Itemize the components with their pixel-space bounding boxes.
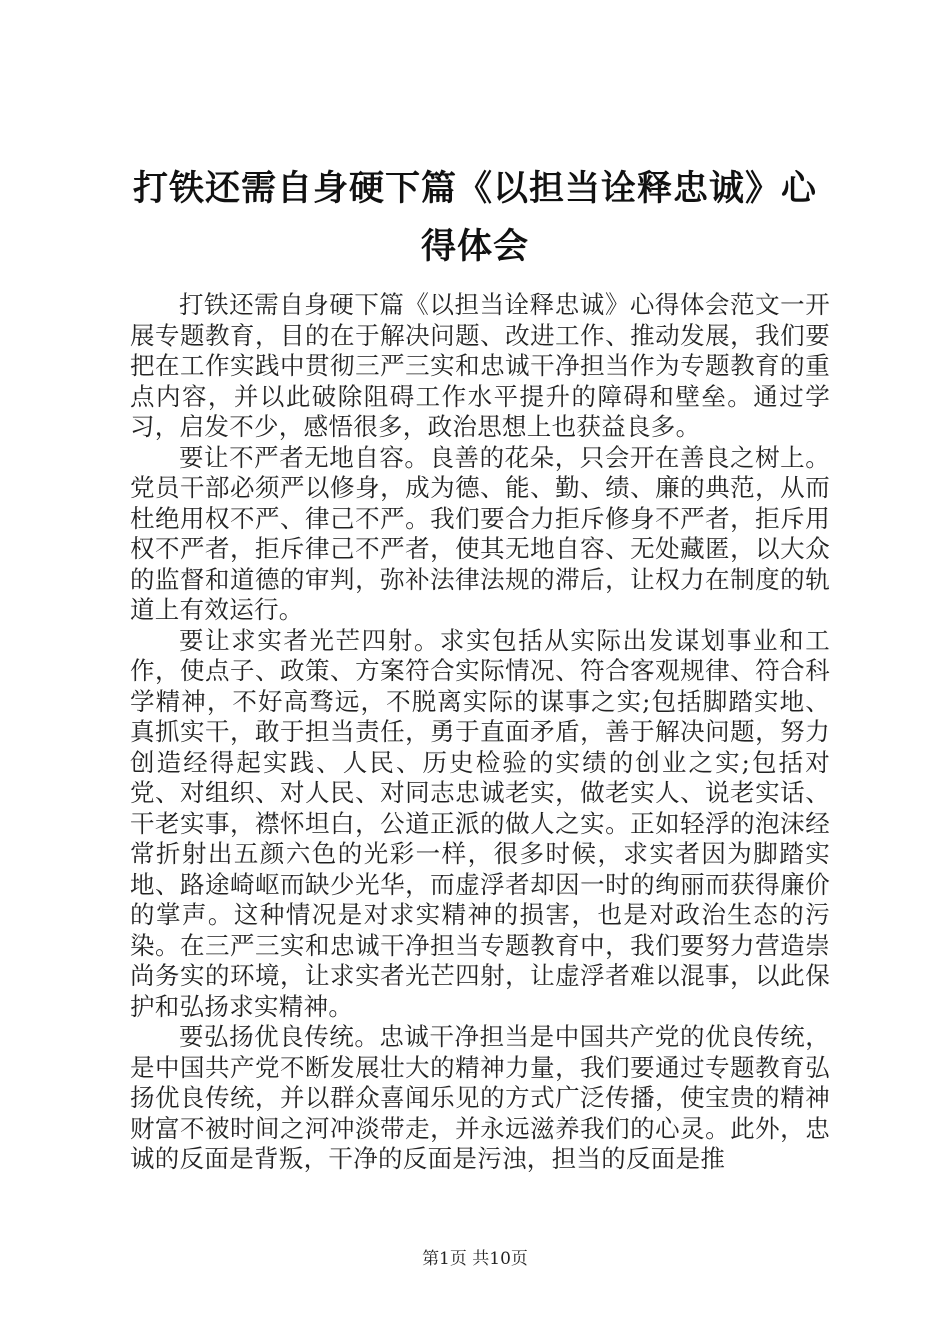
paragraph: 要让求实者光芒四射。求实包括从实际出发谋划事业和工作，使点子、政策、方案符合实际情况、符合客观规律、符合科学精神，不好高骛远，不脱离实际的谋事之实;包括脚踏实地、真抓实干，敢于担当责任，勇于直面矛盾，善于解决问题，努力创造经得起实践、人民、历史检验的实绩的创业之实;包括对党、对组织、对人民、对同志忠诚老实，做老实人、说老实话、干老实事，襟怀坦白，公道正派的做人之实。正如轻浮的泡沫经常折射出五颜六色的光彩一样，很多时候，求实者因为脚踏实地、路途崎岖而缺少光华，而虚浮者却因一时的绚丽而获得廉价的掌声。这种情况是对求实精神的损害，也是对政治生态的污染。在三严三实和忠诚干净担当专题教育中，我们要努力营造崇尚务实的环境，让求实者光芒四射，让虚浮者难以混事，以此保护和弘扬求实精神。 — [130, 625, 830, 1021]
document-body — [130, 290, 830, 1175]
paragraph: 打铁还需自身硬下篇《以担当诠释忠诚》心得体会范文一开展专题教育，目的在于解决问题、改进工作、推动发展，我们要把在工作实践中贯彻三严三实和忠诚干净担当作为专题教育的重点内容，并以此破除阻碍工作水平提升的障碍和壁垒。通过学习，启发不少，感悟很多，政治思想上也获益良多。 — [130, 290, 830, 441]
paragraph: 要弘扬优良传统。忠诚干净担当是中国共产党的优良传统，是中国共产党不断发展壮大的精神力量，我们要通过专题教育弘扬优良传统，并以群众喜闻乐见的方式广泛传播，使宝贵的精神财富不被时间之河冲淡带走，并永远滋养我们的心灵。此外，忠诚的反面是背叛，干净的反面是污浊，担当的反面是推 — [130, 1022, 830, 1173]
paragraph: 要让不严者无地自容。良善的花朵，只会开在善良之树上。党员干部必须严以修身，成为德、能、勤、绩、廉的典范，从而杜绝用权不严、律己不严。我们要合力拒斥修身不严者，拒斥用权不严者，拒斥律己不严者，使其无地自容、无处藏匿，以大众的监督和道德的审判，弥补法律法规的滞后，让权力在制度的轨道上有效运行。 — [130, 442, 830, 624]
page-number-footer: 第1页 共10页 — [422, 1249, 528, 1269]
document-title: 打铁还需自身硬下篇《以担当诠释忠诚》心得体会 — [132, 168, 817, 267]
